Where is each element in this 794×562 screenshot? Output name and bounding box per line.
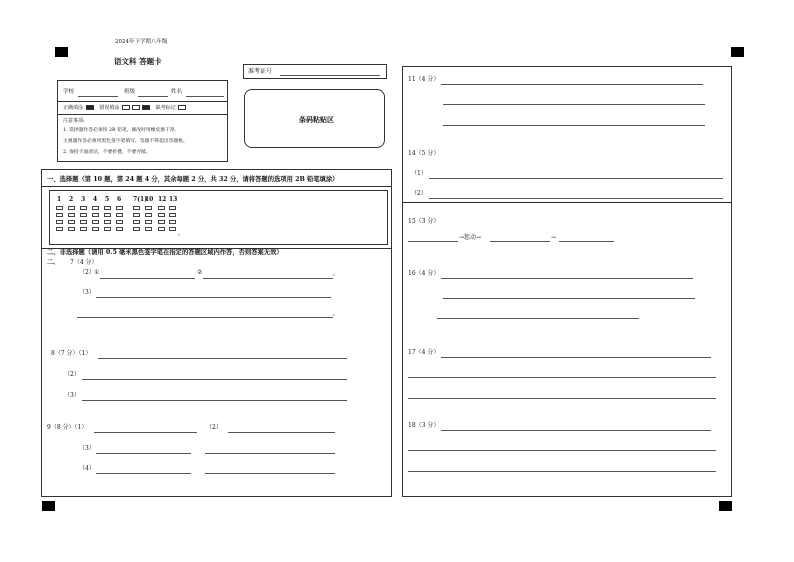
q17-answer-line[interactable] <box>441 357 711 358</box>
choice-number: 6 <box>117 196 122 203</box>
answer-bubble[interactable] <box>56 213 63 217</box>
answer-bubble[interactable] <box>133 220 140 224</box>
q9-sub2: （2） <box>206 424 222 431</box>
answer-bubble[interactable] <box>92 213 99 217</box>
answer-bubble[interactable] <box>158 227 165 231</box>
q17-label: 17（4 分） <box>408 349 440 356</box>
q18-label: 18（3 分） <box>408 422 440 429</box>
q14-answer-line[interactable] <box>429 178 723 179</box>
q18-answer-line[interactable] <box>441 430 711 431</box>
answer-bubble[interactable] <box>169 220 176 224</box>
q7-answer-line[interactable] <box>203 278 333 279</box>
q14-label: 14（5 分） <box>408 150 440 157</box>
answer-bubble[interactable] <box>80 220 87 224</box>
answer-bubble[interactable] <box>158 220 165 224</box>
q15-answer-line[interactable] <box>408 241 458 242</box>
divider <box>58 101 227 102</box>
q9-answer-line[interactable] <box>96 453 191 454</box>
q16-answer-line[interactable] <box>443 298 695 299</box>
barcode-area <box>244 89 385 148</box>
answer-bubble[interactable] <box>92 227 99 231</box>
q8-sub3: （3） <box>64 392 80 399</box>
choice-number: 4 <box>93 196 98 203</box>
absent-checkbox[interactable] <box>178 105 186 110</box>
class-label: 班级 <box>124 89 136 95</box>
section1-title: 一、选择题（第 10 题，第 24 题 4 分，其余每题 2 分，共 32 分，请将答题的选项用 2B 铅笔填涂） <box>47 176 339 183</box>
q8-answer-line[interactable] <box>82 400 347 401</box>
answer-bubble[interactable] <box>158 213 165 217</box>
answer-bubble[interactable] <box>158 206 165 210</box>
q15-answer-line[interactable] <box>490 241 550 242</box>
q7-sub2: （2） <box>79 269 95 276</box>
answer-bubble[interactable] <box>145 213 152 217</box>
school-field[interactable] <box>78 96 118 97</box>
fill-legend <box>63 105 187 111</box>
q7-answer-line[interactable] <box>96 297 331 298</box>
q8-sub2: （2） <box>64 371 80 378</box>
exam-id-box[interactable] <box>243 64 387 79</box>
fill-wrong-icon-2 <box>132 105 140 110</box>
q9-answer-line[interactable] <box>96 473 191 474</box>
answer-bubble[interactable] <box>92 220 99 224</box>
q8-label: 8（7 分）（1） <box>51 350 92 357</box>
q9-answer-line[interactable] <box>205 473 335 474</box>
answer-bubble[interactable] <box>68 206 75 210</box>
q11-label: 11（4 分） <box>408 76 440 83</box>
notes-title: 注意事项: <box>63 118 85 124</box>
q16-answer-line[interactable] <box>441 278 693 279</box>
answer-bubble[interactable] <box>145 227 152 231</box>
choice-number: 12 <box>158 196 167 203</box>
q11-answer-line[interactable] <box>443 104 705 105</box>
answer-bubble[interactable] <box>133 227 140 231</box>
q15-arrow2: → <box>551 234 557 241</box>
q9-sub3: （3） <box>79 445 95 452</box>
school-label: 学校 <box>63 89 75 95</box>
choice-number: 5 <box>105 196 110 203</box>
answer-panel-left <box>41 169 392 497</box>
choice-number: 13 <box>169 196 178 203</box>
q15-answer-line[interactable] <box>559 241 614 242</box>
absent-label: 缺考标记 <box>155 105 176 111</box>
answer-bubble[interactable] <box>80 227 87 231</box>
grid-end-dot: 。 <box>178 230 185 237</box>
q17-answer-line[interactable] <box>408 377 716 378</box>
q7-circle1: ① <box>94 269 100 276</box>
fill-correct-icon <box>86 105 94 110</box>
answer-bubble[interactable] <box>169 213 176 217</box>
q11-answer-line[interactable] <box>443 125 705 126</box>
comma: , <box>333 310 335 317</box>
answer-bubble[interactable] <box>104 206 111 210</box>
notes-item: 1. 选择题作答必须用 2B 铅笔，修改时用橡皮擦干净。 <box>63 128 180 133</box>
notes-item: 2. 保持卡面清洁，不要折叠，不要弄破。 <box>63 150 151 155</box>
answer-bubble[interactable] <box>116 220 123 224</box>
corner-mark-top-left <box>55 47 68 57</box>
q17-answer-line[interactable] <box>408 398 716 399</box>
section2-title: 二、非选择题（请用 0.5 毫米黑色签字笔在指定的答题区域内作答，否则答案无效） <box>47 249 283 256</box>
answer-bubble[interactable] <box>116 227 123 231</box>
answer-bubble[interactable] <box>104 227 111 231</box>
q7-answer-line[interactable] <box>100 278 195 279</box>
notes-item: 主观题作答必须用黑色签字笔填写，答题不得超出答题框。 <box>63 139 188 144</box>
q18-answer-line[interactable] <box>408 450 716 451</box>
class-field[interactable] <box>138 96 168 97</box>
q14-sub1: （1） <box>411 170 427 177</box>
q7-prefix: 二、 <box>47 259 60 266</box>
name-field[interactable] <box>186 96 224 97</box>
q16-answer-line[interactable] <box>437 318 639 319</box>
exam-term: 2024年下学期八年级 <box>115 39 168 45</box>
student-info-box <box>57 80 228 162</box>
q9-label: 9（8 分）（1） <box>47 424 88 431</box>
answer-bubble[interactable] <box>145 206 152 210</box>
fill-correct-label: 正确填涂 <box>63 105 84 111</box>
choice-grid <box>49 190 388 245</box>
answer-bubble[interactable] <box>169 227 176 231</box>
answer-bubble[interactable] <box>56 206 63 210</box>
answer-bubble[interactable] <box>92 206 99 210</box>
answer-bubble[interactable] <box>104 220 111 224</box>
choice-number: 7(1) <box>133 196 148 203</box>
answer-bubble[interactable] <box>68 213 75 217</box>
q7-label: 7（4 分） <box>70 259 98 266</box>
answer-bubble[interactable] <box>145 220 152 224</box>
choice-number: 2 <box>69 196 74 203</box>
answer-bubble[interactable] <box>80 213 87 217</box>
choice-number: 10 <box>145 196 154 203</box>
page-title: 语文科 答题卡 <box>114 57 162 66</box>
fill-wrong-icon-3 <box>142 105 150 110</box>
q15-arrow1: →惩动→ <box>459 234 482 241</box>
q7-answer-line[interactable] <box>77 317 333 318</box>
answer-bubble[interactable] <box>133 206 140 210</box>
answer-bubble[interactable] <box>56 220 63 224</box>
answer-bubble[interactable] <box>116 206 123 210</box>
q15-label: 15（3 分） <box>408 218 440 225</box>
name-label: 姓名 <box>171 89 183 95</box>
q8-answer-line[interactable] <box>82 379 347 380</box>
q14-sub2: （2） <box>411 190 427 197</box>
fill-wrong-icon-1 <box>122 105 130 110</box>
answer-bubble[interactable] <box>104 213 111 217</box>
comma: , <box>333 270 335 277</box>
answer-bubble[interactable] <box>169 206 176 210</box>
choice-number: 3 <box>81 196 86 203</box>
q11-answer-line[interactable] <box>441 84 703 85</box>
q18-answer-line[interactable] <box>408 471 716 472</box>
q9-answer-line[interactable] <box>228 432 335 433</box>
q9-sub4: （4） <box>79 465 95 472</box>
exam-id-line <box>280 75 380 76</box>
answer-panel-right <box>402 66 732 497</box>
answer-bubble[interactable] <box>80 206 87 210</box>
q16-label: 16（4 分） <box>408 270 440 277</box>
answer-bubble[interactable] <box>68 220 75 224</box>
section-divider <box>403 202 731 203</box>
corner-mark-bottom-left <box>42 501 55 511</box>
corner-mark-top-right <box>731 47 744 57</box>
answer-bubble[interactable] <box>56 227 63 231</box>
q9-answer-line[interactable] <box>94 432 197 433</box>
answer-bubble[interactable] <box>68 227 75 231</box>
exam-id-label: 准考证号 <box>248 68 273 75</box>
answer-bubble[interactable] <box>133 213 140 217</box>
divider <box>58 114 227 115</box>
q14-answer-line[interactable] <box>429 198 723 199</box>
answer-bubble[interactable] <box>116 213 123 217</box>
q9-answer-line[interactable] <box>205 453 335 454</box>
corner-mark-bottom-right <box>719 501 732 511</box>
q7-circle2: ② <box>197 269 203 276</box>
choice-number: 1 <box>57 196 62 203</box>
barcode-label: 条码粘贴区 <box>299 115 334 124</box>
fill-wrong-label: 错误填涂 <box>99 105 120 111</box>
q7-sub3: （3） <box>79 289 95 296</box>
q8-answer-line[interactable] <box>98 358 347 359</box>
divider <box>42 186 391 187</box>
